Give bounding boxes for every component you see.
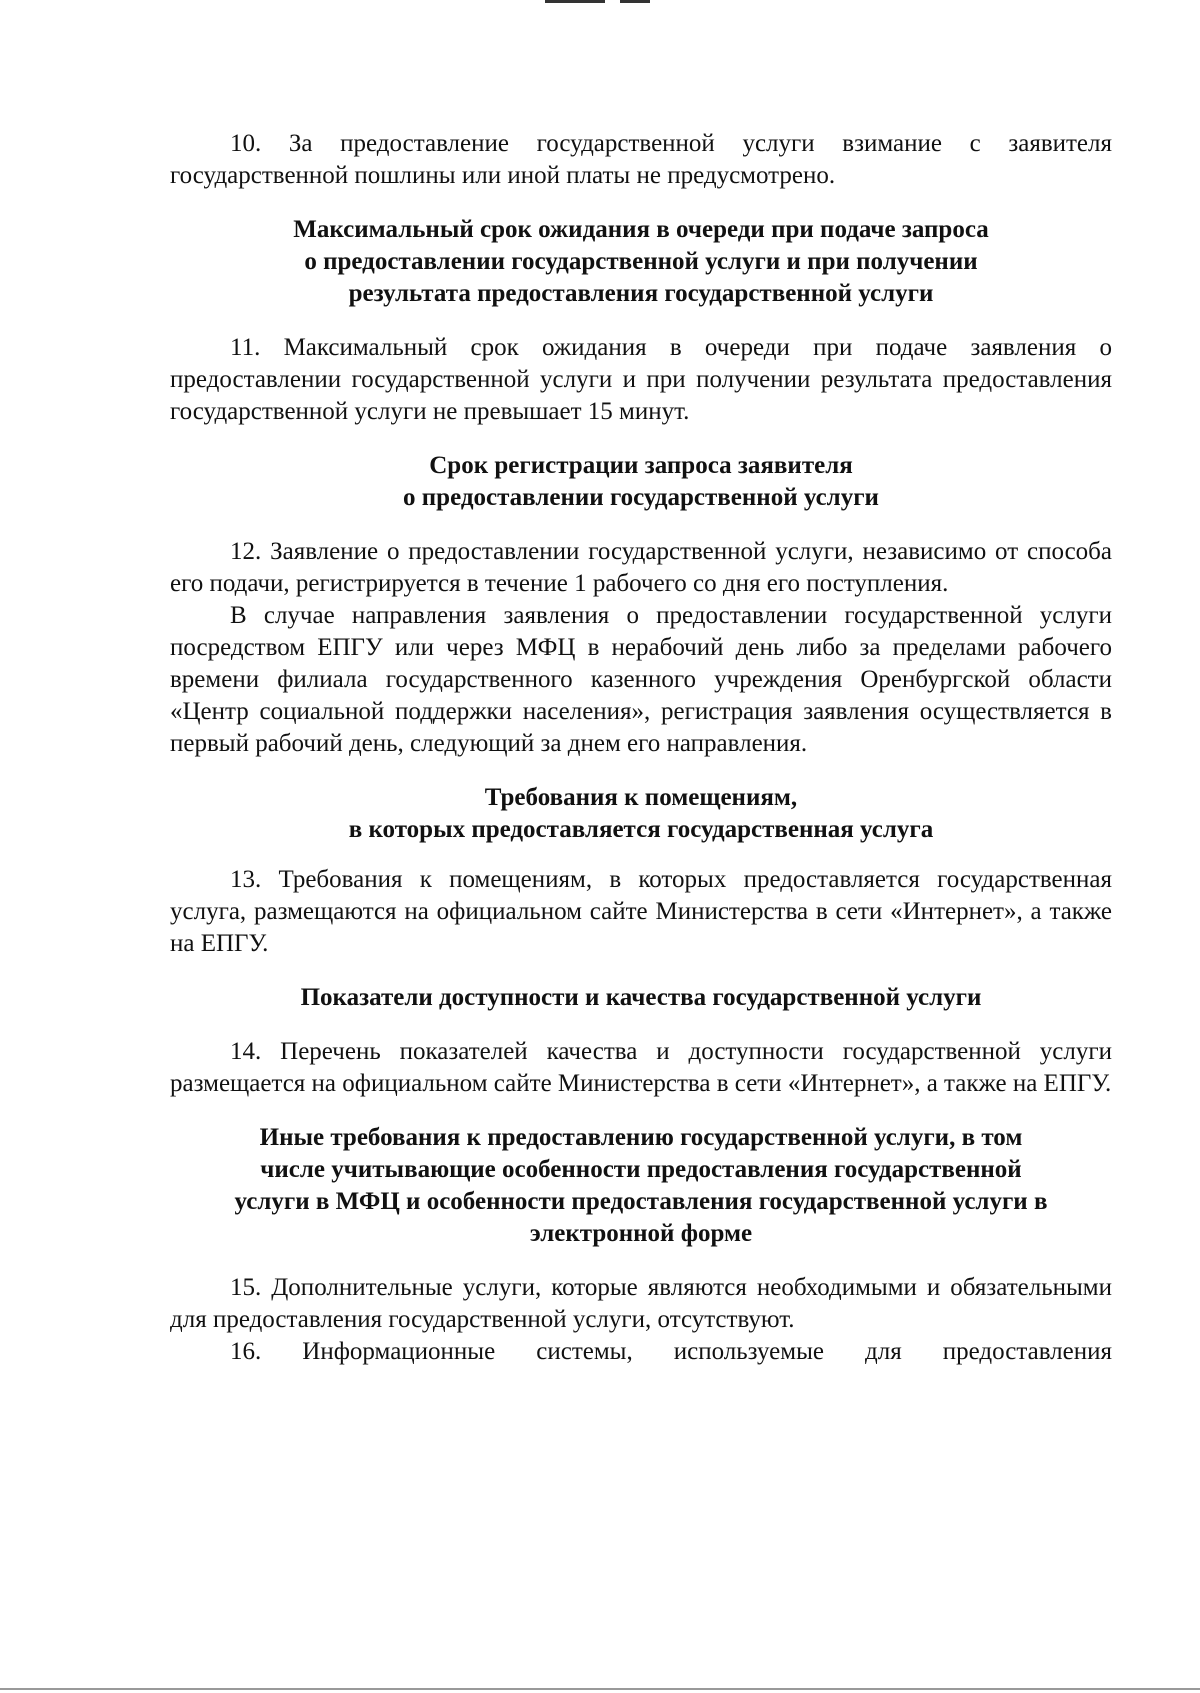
paragraph-10: 10. За предоставление государственной услуги взимание с заявителя государственной пошлины или иной платы не предусмотрено. [170,130,1112,189]
heading-line: в которых предоставляется государственная услуга [348,816,934,843]
heading-line: о предоставлении государственной услуги и при получении [304,248,978,275]
paragraph-14: 14. Перечень показателей качества и доступности государственной услуги размещается на официальном сайте Министерства в сети «Интернет», а также на ЕПГУ. [170,1038,1112,1097]
paragraph-11: 11. Максимальный срок ожидания в очереди при подаче заявления о предоставлении государственной услуги и при получении результата предоставления государственной услуги не превышает 15 минут. [170,334,1112,425]
heading-line: Иные требования к предоставлению государственной услуги, в том [259,1124,1023,1151]
scan-artifact [545,0,605,3]
heading-line: числе учитывающие особенности предоставления государственной [260,1156,1022,1183]
document-body [170,128,1112,1368]
heading-line: Требования к помещениям, [484,784,798,811]
section-heading-premises [170,782,1112,846]
section-heading-registration [170,450,1112,514]
scan-artifact [620,0,650,3]
paragraph-12-continued: В случае направления заявления о предоставлении государственной услуги посредством ЕПГУ или через МФЦ в нерабочий день либо за пределами рабочего времени филиала государственного казенного учреждения Оренбургской области «Центр социальной поддержки населения», регистрация заявления осуществляется в первый рабочий день, следующий за днем его направления. [170,602,1112,757]
section-heading-other-requirements [170,1122,1112,1250]
paragraph-16: 16. Информационные системы, используемые для предоставления [230,1338,1112,1365]
heading-line: Максимальный срок ожидания в очереди при подаче запроса [293,216,989,243]
heading-line: услуги в МФЦ и особенности предоставления государственной услуги в [234,1188,1048,1215]
heading-line: электронной форме [529,1220,753,1247]
paragraph-12: 12. Заявление о предоставлении государственной услуги, независимо от способа его подачи, регистрируется в течение 1 рабочего со дня его поступления. [170,538,1112,597]
scan-artifact [0,1688,1200,1690]
heading-line: о предоставлении государственной услуги [403,484,879,511]
heading-line: Срок регистрации запроса заявителя [429,452,853,479]
heading-line: результата предоставления государственной услуги [348,280,934,307]
heading-line: Показатели доступности и качества государственной услуги [300,984,982,1011]
paragraph-13: 13. Требования к помещениям, в которых предоставляется государственная услуга, размещаются на официальном сайте Министерства в сети «Интернет», а также на ЕПГУ. [170,866,1112,957]
section-heading-accessibility [170,982,1112,1014]
section-heading-queue-time [170,214,1112,310]
paragraph-15: 15. Дополнительные услуги, которые являются необходимыми и обязательными для предоставления государственной услуги, отсутствуют. [170,1274,1112,1333]
